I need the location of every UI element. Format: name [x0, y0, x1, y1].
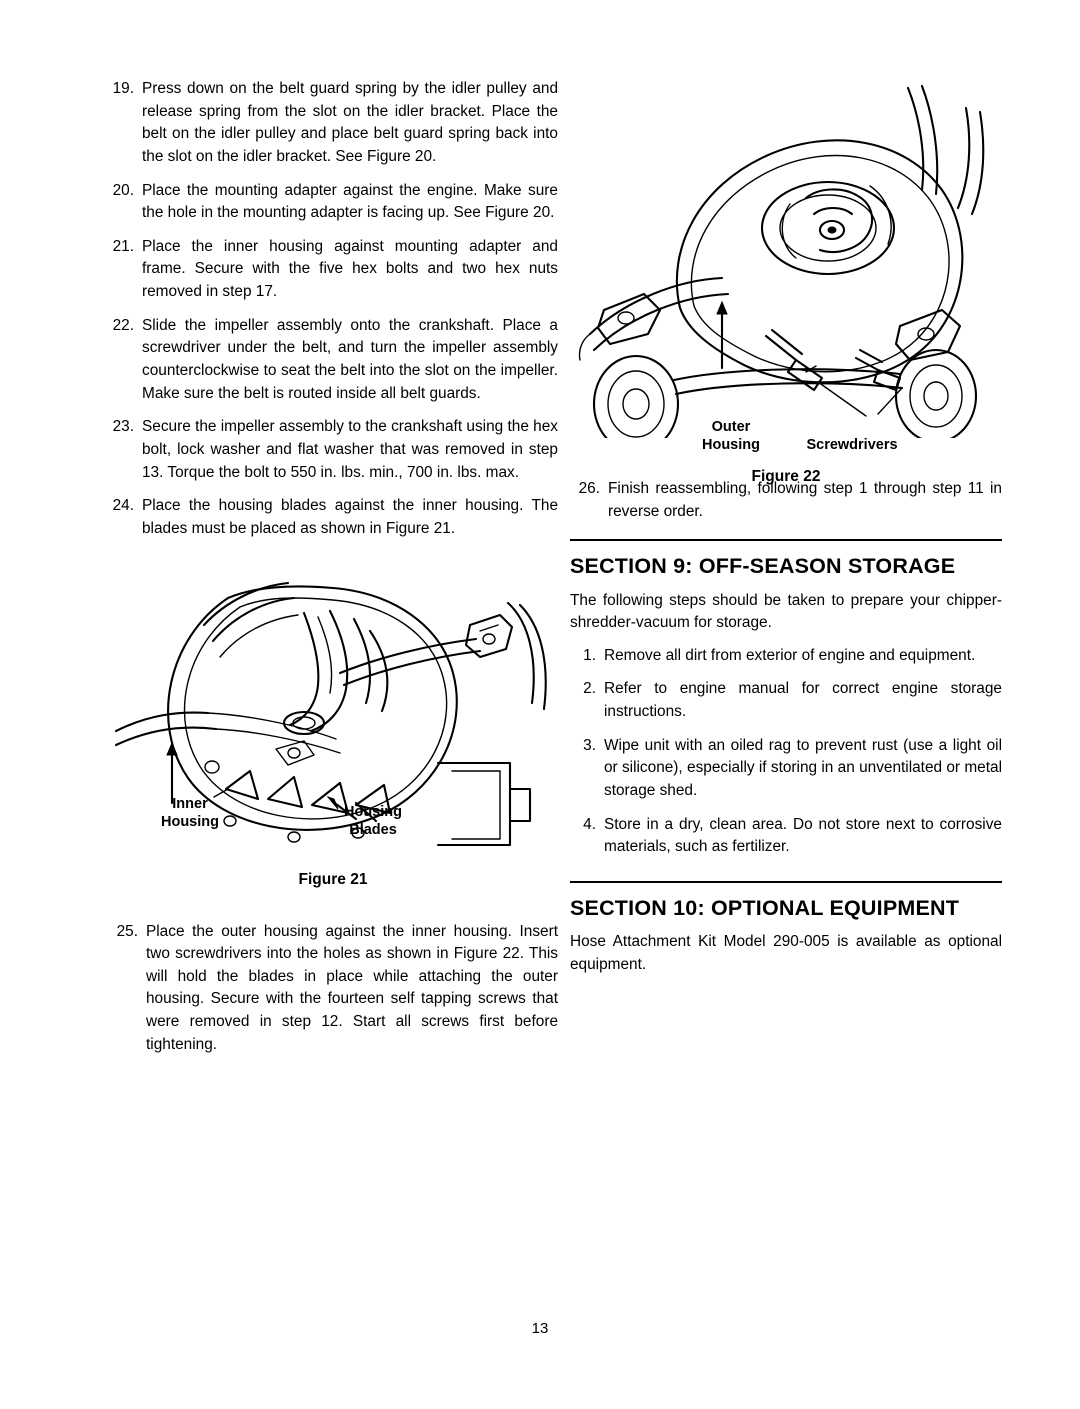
list-item: [108, 416, 558, 484]
page-title-section-10: SECTION 10: OPTIONAL EQUIPMENT: [570, 895, 960, 920]
step-number: 21.: [112, 237, 134, 255]
step-text: Place the housing blades against the inner housing. The blades must be placed as shown in Figure 21.: [142, 497, 558, 537]
step-text: Press down on the belt guard spring by the idler pulley and release spring from the slot on the idler bracket. Place the belt on the idler pulley and place belt guard spring back into the slot on the idler bracket. See Figure 20.: [142, 80, 558, 165]
figure-22-caption: Figure 22: [751, 468, 821, 485]
step-text: Finish reassembling, following step 1 through step 11 in reverse order.: [608, 480, 1002, 520]
page-title-section-9: SECTION 9: OFF-SEASON STORAGE: [570, 554, 956, 579]
step-number: 2.: [583, 680, 596, 698]
section-divider: [570, 539, 1002, 541]
step-text: Place the outer housing against the inner housing. Insert two screwdrivers into the holes as shown in Figure 22. This will hold the blades in place while attaching the outer housing. Secure with the fourteen self tapping screws that were removed in step 12. Start all screws first before tightening.: [146, 922, 558, 1053]
figure-22-illustration: [570, 78, 1002, 438]
figure-21-caption: Figure 21: [298, 870, 368, 888]
list-item: [570, 645, 1002, 668]
figure-21-label-housing-blades: Housing Blades: [344, 803, 402, 838]
step-number: 3.: [583, 736, 596, 754]
step-number: 1.: [583, 646, 596, 664]
step-number: 25.: [116, 922, 138, 940]
section-10-body: Hose Attachment Kit Model 290-005 is available as optional equipment.: [570, 933, 1002, 973]
step-number: 24.: [112, 497, 134, 515]
list-item: [108, 315, 558, 406]
step-text: Slide the impeller assembly onto the crankshaft. Place a screwdriver under the belt, and turn the impeller assembly counterclockwise to seat the belt into the slot on the impeller. Make sure the belt is routed inside all belt guards.: [142, 316, 558, 402]
step-text: Refer to engine manual for correct engine storage instructions.: [604, 680, 1002, 721]
figure-22: [570, 78, 1002, 485]
step-text: Remove all dirt from exterior of engine and equipment.: [604, 646, 976, 664]
step-number: 19.: [112, 80, 134, 97]
list-item: [570, 678, 1002, 723]
step-text: Secure the impeller assembly to the crankshaft using the hex bolt, lock washer and flat washer that was removed in step 13. Torque the bolt to 550 in. lbs. min., 700 in. lbs. max.: [142, 418, 558, 481]
step-text: Place the mounting adapter against the engine. Make sure the hole in the mounting adapter is facing up. See Figure 20.: [142, 181, 558, 222]
step-number: 23.: [112, 418, 134, 436]
list-item: [108, 180, 558, 225]
figure-22-label-outer-housing: Outer Housing: [702, 419, 760, 454]
list-item: [108, 921, 558, 1057]
figure-22-label-screwdrivers: Screwdrivers: [806, 437, 898, 453]
list-item: [108, 495, 558, 540]
section-divider: [570, 881, 1002, 883]
step-number: 26.: [578, 480, 600, 497]
step-text: Store in a dry, clean area. Do not store next to corrosive materials, such as fertilizer.: [604, 815, 1002, 856]
list-item: [108, 236, 558, 304]
step-number: 22.: [112, 316, 134, 334]
right-column: [570, 78, 1002, 986]
step-text: Wipe unit with an oiled rag to prevent rust (use a light oil or silicone), especially if storing in an unventilated or metal storage shed.: [604, 736, 1002, 799]
list-item: [108, 78, 558, 169]
step-number: 4.: [583, 815, 596, 833]
figure-21: [108, 553, 558, 913]
step-number: 20.: [112, 181, 134, 199]
list-item: [570, 814, 1002, 859]
figure-21-label-inner-housing: Inner Housing: [161, 795, 219, 830]
page-number: 13: [531, 1320, 549, 1337]
section-9-intro: The following steps should be taken to prepare your chipper-shredder-vacuum for storage.: [570, 591, 1002, 632]
step-text: Place the inner housing against mounting adapter and frame. Secure with the five hex bolts and two hex nuts removed in step 17.: [142, 237, 558, 301]
list-item: [570, 735, 1002, 803]
left-column: [108, 78, 558, 1067]
